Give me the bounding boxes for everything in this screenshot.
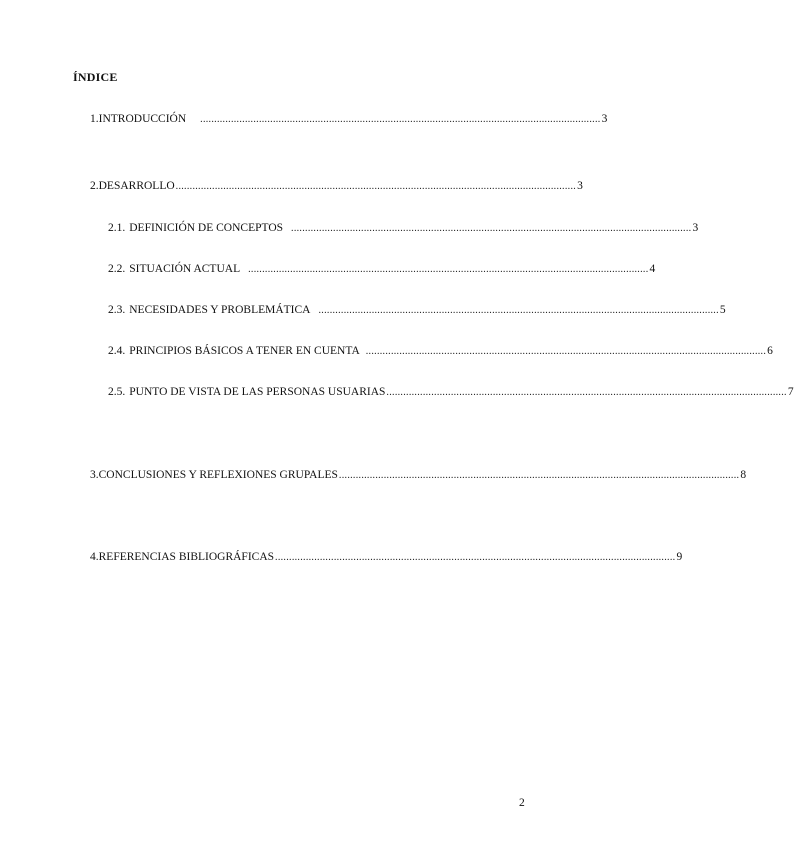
dot-leader: ............................................................................................................................................... [386, 387, 787, 398]
toc-entry-principios-basicos[interactable] [108, 345, 773, 357]
dot-leader: ............................................................................................................................................... [318, 305, 719, 316]
toc-entry-label: SITUACIÓN ACTUAL [129, 263, 241, 275]
toc-heading: ÍNDICE [73, 70, 118, 84]
toc-entry-page: 4 [649, 263, 656, 275]
toc-entry-number: 4. [90, 551, 99, 563]
toc-entry-number: 2. [90, 180, 99, 192]
toc-entry-page: 3 [577, 180, 583, 192]
toc-entry-page: 8 [740, 469, 747, 481]
toc-entry-label: PRINCIPIOS BÁSICOS A TENER EN CUENTA [129, 345, 360, 357]
toc-entry-label: INTRODUCCIÓN [98, 113, 187, 125]
toc-entry-label: DEFINICIÓN DE CONCEPTOS [129, 222, 284, 234]
dot-leader: ............................................................................................................................................... [175, 181, 577, 192]
toc-entry-number: 2.2. [108, 263, 126, 275]
toc-entry-page: 3 [692, 222, 699, 234]
toc-entry-number: 1. [90, 113, 99, 125]
toc-entry-label: CONCLUSIONES Y REFLEXIONES GRUPALES [98, 469, 338, 481]
toc-entry-introduccion[interactable] [90, 113, 608, 125]
toc-entry-number: 2.4. [108, 345, 126, 357]
dot-leader: ............................................................................................................................................... [275, 552, 676, 563]
toc-entry-label: DESARROLLO [98, 180, 175, 192]
toc-entry-necesidades-y-problematica[interactable] [108, 304, 726, 316]
toc-entry-situacion-actual[interactable] [108, 263, 656, 275]
dot-leader: ............................................................................................................................................... [365, 346, 767, 357]
toc-entry-number: 2.5. [108, 386, 126, 398]
toc-entry-page: 3 [601, 113, 608, 125]
dot-leader: ............................................................................................................................................... [338, 470, 740, 481]
dot-leader: ............................................................................................................................................... [200, 114, 601, 125]
toc-entry-page: 5 [719, 304, 726, 316]
page-number: 2 [519, 797, 525, 809]
toc-entry-label: REFERENCIAS BIBLIOGRÁFICAS [98, 551, 275, 563]
toc-entry-page: 7 [787, 386, 794, 398]
toc-entry-number: 3. [90, 469, 99, 481]
toc-entry-desarrollo[interactable] [90, 180, 583, 192]
toc-entry-number: 2.3. [108, 304, 126, 316]
toc-entry-page: 6 [767, 345, 773, 357]
toc-entry-number: 2.1. [108, 222, 126, 234]
toc-entry-label: NECESIDADES Y PROBLEMÁTICA [129, 304, 311, 316]
toc-entry-conclusiones[interactable] [90, 469, 747, 481]
dot-leader: ............................................................................................................................................... [248, 264, 649, 275]
dot-leader: ............................................................................................................................................... [291, 223, 692, 234]
toc-entry-definicion-de-conceptos[interactable] [108, 222, 699, 234]
toc-entry-punto-de-vista[interactable] [108, 386, 794, 398]
toc-entry-label: PUNTO DE VISTA DE LAS PERSONAS USUARIAS [129, 386, 386, 398]
toc-entry-referencias[interactable] [90, 551, 683, 563]
toc-entry-page: 9 [676, 551, 683, 563]
